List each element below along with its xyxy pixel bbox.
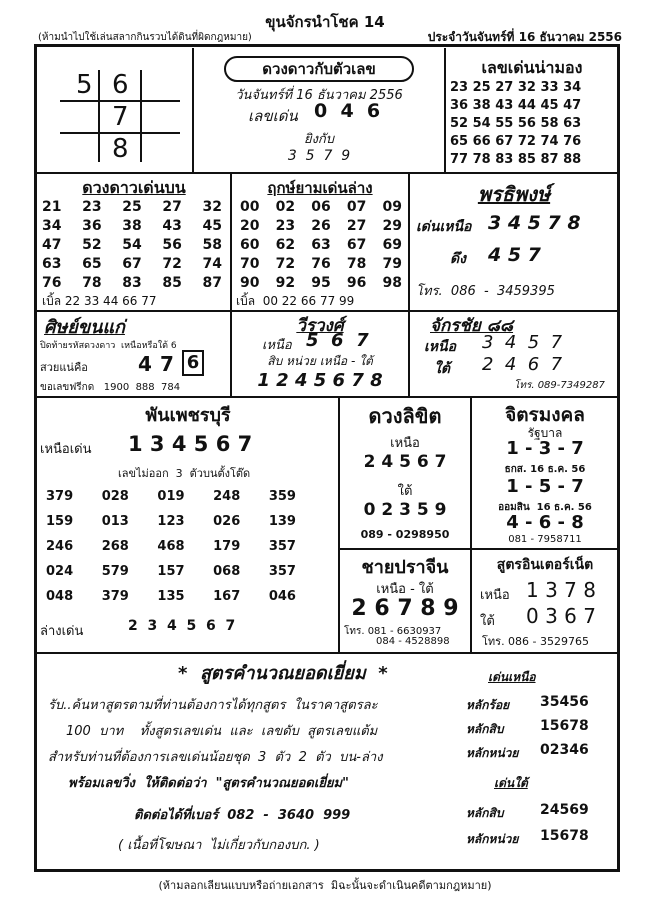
lower-row: 70 72 76 78 79 (240, 256, 402, 272)
star-sub-numbers: 3 5 7 9 (287, 148, 351, 164)
cross-hline (60, 132, 180, 134)
ad-north-label: หลักหน่วย (466, 746, 519, 760)
ad-line: ( เนื้อที่โฆษณา ไม่เกี่ยวกับกองบก. ) (118, 838, 320, 853)
cross-digit: 8 (112, 134, 129, 164)
inter-phone: โทร. 086 - 3529765 (482, 635, 590, 648)
watch-row: 36 38 43 44 45 47 (450, 98, 582, 113)
lower-row: 20 23 26 27 29 (240, 218, 402, 234)
ad-north-title: เด่นเหนือ (488, 670, 536, 684)
wiro-box (230, 312, 410, 396)
ad-north-label: หลักสิบ (466, 722, 504, 736)
phet-row: 159 013 123 026 139 (46, 514, 296, 529)
jak-line1: 3 4 5 7 (482, 332, 563, 353)
ad-north-label: หลักร้อย (466, 698, 510, 712)
phet-bottom-label: ล่างเด่น (40, 624, 84, 639)
ad-line: ติดต่อได้ที่เบอร์ 082 - 3640 999 (134, 808, 351, 823)
upper-row: 76 78 83 85 87 (42, 275, 222, 291)
upper-grid (42, 198, 222, 293)
phet-box (38, 398, 338, 650)
chai-phone2: 084 - 4528898 (376, 636, 450, 647)
sisa-label: สวยแน่คือ (40, 361, 88, 374)
ad-title: * สูตรคำนวณยอดเยี่ยม * (178, 663, 388, 684)
likit-north: 2 4 5 6 7 (363, 452, 447, 472)
jit-phone: 081 - 7958711 (508, 534, 582, 545)
chai-phone1: โทร. 081 - 6630937 (344, 626, 442, 637)
wiro-title: วีรวงศ์ (296, 316, 344, 336)
footer-note: (ห้ามลอกเลียนแบบหรือถ่ายเอกสาร มิฉะนั้นจะดำเนินคดีตามกฎหมาย) (158, 879, 492, 892)
likit-label-south: ใต้ (397, 484, 413, 499)
phet-note: เลขไม่ออก 3 ตัวบนตั้งโต๊ด (118, 467, 251, 480)
jit-gov: 1 - 3 - 7 (506, 438, 584, 459)
phet-row: 024 579 157 068 357 (46, 564, 296, 579)
lower-grid (240, 198, 402, 293)
star-date: วันจันทร์ที่ 16 ธันวาคม 2556 (235, 88, 403, 103)
sisa-box (38, 312, 230, 396)
ad-north-value: 15678 (540, 718, 589, 734)
ad-line: 100 บาท ทั้งสูตรเลขเด่น และ เลขดับ สูตรเลขแต้ม (66, 724, 378, 739)
ad-line: พร้อมเลขวิ่ง ให้ติดต่อว่า "สูตรคำนวณยอดเยี่ยม" (68, 776, 349, 791)
jak-line2: 2 4 6 7 (482, 354, 563, 375)
inter-south: 0 3 6 7 (526, 604, 596, 628)
upper-foot: เบิ้ล 22 33 44 66 77 (42, 294, 157, 308)
lower-foot: เบิ้ล 00 22 66 77 99 (236, 294, 355, 308)
likit-south: 0 2 3 5 9 (363, 500, 447, 520)
upper-row: 63 65 67 72 74 (42, 256, 222, 272)
likit-label-north: เหนือ (390, 436, 420, 451)
jak-box (410, 312, 618, 396)
header-warning: (ห้ามนำไปใช้เล่นสลากกินรวบได้ดินที่ผิดกฎหมาย) (38, 32, 252, 43)
prithi-line2: 4 5 7 (488, 244, 541, 266)
upper-box (38, 174, 230, 310)
chai-numbers: 2 6 7 8 9 (351, 596, 459, 621)
watch-title: เลขเด่นน่ามอง (481, 58, 583, 77)
phet-bottom: 2 3 4 5 6 7 (128, 618, 236, 634)
chai-title: ชายปราจีน (361, 557, 449, 578)
cross-hline (60, 100, 180, 102)
star-label: เลขเด่น (248, 107, 298, 125)
inter-box (472, 550, 618, 650)
header (0, 0, 650, 44)
upper-title: ดวงดาวเด่นบน (82, 178, 186, 197)
prithi-phone: โทร. 086 - 3459395 (416, 284, 555, 299)
watch-box (446, 48, 618, 172)
upper-row: 21 23 25 27 32 (42, 199, 222, 215)
lower-row: 00 02 06 07 09 (240, 199, 402, 215)
inter-title: สูตรอินเตอร์เน็ต (496, 557, 594, 573)
jak-phone: โทร. 089-7349287 (514, 380, 605, 391)
jit-baac: 1 - 5 - 7 (506, 476, 584, 497)
ad-box (38, 654, 618, 870)
cross-digit: 5 (76, 70, 93, 100)
ad-south-label: หลักหน่วย (466, 832, 519, 846)
prithi-line1-label: เด่นเหนือ (416, 219, 472, 235)
prithi-line2-label: ดึง (450, 251, 466, 267)
phet-label: เหนือเด่น (40, 442, 92, 457)
sisa-title: ศิษย์ขนแก่ (44, 317, 125, 338)
cross-digit: 6 (112, 70, 129, 100)
jit-label-baac: ธกส. 16 ธ.ค. 56 (504, 464, 586, 475)
jit-title: จิตรมงคล (505, 404, 585, 426)
sisa-free: ขอเลขฟรีกด 1900 888 784 (40, 382, 181, 393)
watch-row: 52 54 55 56 58 63 (450, 116, 582, 131)
watch-row: 23 25 27 32 33 34 (450, 80, 582, 95)
cross-vline (140, 70, 142, 162)
wiro-line3: 1 2 4 5 6 7 8 (257, 370, 383, 391)
phet-row: 048 379 135 167 046 (46, 589, 296, 604)
wiro-line1: 5 6 7 (306, 330, 369, 351)
sisa-number: 4 (138, 352, 152, 376)
likit-box (338, 398, 472, 550)
phet-grid (46, 484, 296, 609)
cross-vline (98, 70, 100, 162)
jit-box (472, 398, 618, 550)
upper-row: 34 36 38 43 45 (42, 218, 222, 234)
star-box (192, 48, 446, 172)
lower-row: 90 92 95 96 98 (240, 275, 402, 291)
inter-label-north: เหนือ (480, 588, 510, 603)
cross-digit: 7 (112, 102, 129, 132)
jak-line2-label: ใต้ (434, 361, 450, 377)
ad-south-label: หลักสิบ (466, 806, 504, 820)
sisa-note: ปิดท้ายรหัสดวงดาว เหนือหรือใต้ 6 (40, 341, 177, 351)
ad-line: รับ..ค้นหาสูตรตามที่ท่านต้องการได้ทุกสูตร ในราคาสูตรละ (48, 698, 378, 713)
watch-row: 77 78 83 85 87 88 (450, 152, 582, 167)
header-title: ขุนจักรนำโชค 14 (265, 13, 385, 31)
phet-title: พันเพชรบุรี (145, 405, 231, 426)
upper-row: 47 52 54 56 58 (42, 237, 222, 253)
lower-title: ฤกษ์ยามเด่นล่าง (267, 179, 373, 197)
star-title: ดวงดาวกับตัวเลข (224, 56, 414, 82)
chai-box (338, 548, 472, 652)
ad-north-value: 35456 (540, 694, 589, 710)
wiro-line1-label: เหนือ (262, 338, 292, 353)
ad-line: สำหรับท่านที่ต้องการเลขเด่นน้อยชุด 3 ตัว 2 ตัว บน-ล่าง (48, 750, 383, 765)
phet-row: 246 268 468 179 357 (46, 539, 296, 554)
jit-label-gov: รัฐบาล (527, 426, 563, 440)
ad-south-value: 15678 (540, 828, 589, 844)
sisa-number-boxed: 6 (182, 350, 204, 376)
lower-row: 60 62 63 67 69 (240, 237, 402, 253)
prithi-line1: 3 4 5 7 8 (488, 212, 581, 234)
chai-label: เหนือ - ใต้ (376, 582, 434, 597)
jit-label-gsb: ออมสิน 16 ธ.ค. 56 (498, 502, 592, 513)
ad-south-value: 24569 (540, 802, 589, 818)
phet-numbers: 1 3 4 5 6 7 (128, 432, 253, 456)
prithi-box (410, 174, 618, 310)
header-date: ประจำวันจันทร์ที่ 16 ธันวาคม 2556 (427, 30, 622, 44)
wiro-line2: สิบ หน่วย เหนือ - ใต้ (267, 354, 373, 368)
cross-grid (60, 70, 190, 162)
phet-row: 379 028 019 248 359 (46, 489, 296, 504)
sisa-number: 7 (160, 352, 174, 376)
ad-north-value: 02346 (540, 742, 589, 758)
likit-phone: 089 - 0298950 (360, 528, 450, 541)
star-numbers: 0 4 6 (314, 100, 381, 122)
star-sub: ยิงกับ (303, 132, 335, 147)
jak-line1-label: เหนือ (424, 339, 456, 355)
inter-north: 1 3 7 8 (526, 578, 596, 602)
jak-title: จักรชัย ๘๘ (430, 316, 514, 336)
watch-row: 65 66 67 72 74 76 (450, 134, 582, 149)
likit-title: ดวงลิขิต (368, 404, 442, 428)
jit-gsb: 4 - 6 - 8 (506, 512, 584, 533)
prithi-title: พรธิพงษ์ (477, 182, 551, 206)
inter-label-south: ใต้ (480, 614, 495, 629)
lower-box (230, 174, 410, 310)
ad-south-title: เด่นใต้ (494, 776, 528, 790)
